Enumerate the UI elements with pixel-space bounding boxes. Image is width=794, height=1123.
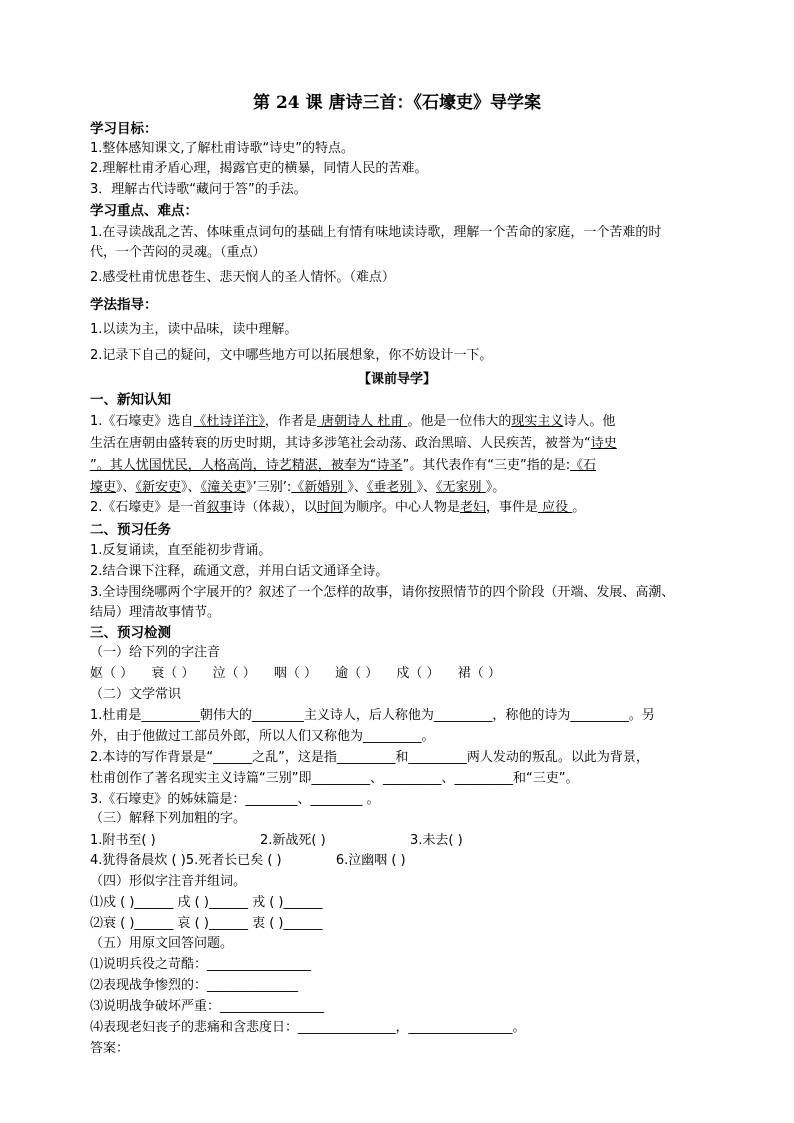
explain-item: 2.新战死( ) [260, 833, 326, 848]
page-title: 第 24 课 唐诗三首：《石壕吏》导学案 [253, 93, 541, 113]
knowledge-line-4: 壕吏》、《新安吏》、《潼关吏》’三别’:《新婚别 》、《垂老别 》、《无家别 》。 [90, 480, 506, 495]
key-item: 1.在寻读战乱之苦、体味重点词句的基础上有情有味地读诗歌，理解一个苦命的家庭，一个苦难的时 [90, 225, 662, 240]
task-item: 3.全诗围绕哪两个字展开的？叙述了一个怎样的故事，请你按照情节的四个阶段（开端、发展、高潮、 [90, 585, 675, 600]
key-heading: 学习重点、难点： [90, 203, 198, 219]
pinyin-item: 妪（ ） [90, 666, 134, 681]
task-item: 结局）理清故事情节。 [90, 605, 221, 620]
literature-line: 杜甫创作了著名现实主义诗篇“三别”即_________、_________、_________和“三吏”。 [90, 771, 579, 786]
pinyin-item: 戍（ ） [396, 666, 440, 681]
similar-subheading: （四）形似字注音并组词。 [90, 874, 247, 889]
key-item: 代，一个苦闷的灵魂。（重点） [90, 245, 266, 260]
answer-label: 答案： [90, 1041, 130, 1056]
explain-subheading: （三）解释下列加粗的字。 [90, 811, 247, 826]
similar-row: ⑵衰 ( )______ 哀 ( )______ 衷 ( )______ [90, 916, 323, 931]
key-item: 2.感受杜甫忧患苍生、悲天悯人的圣人情怀。（难点） [90, 270, 395, 285]
explain-item: 5.死者长已矣 ( ) [185, 853, 282, 868]
similar-row: ⑴戍 ( )______ 戌 ( )______ 戎 ( )______ [90, 895, 323, 910]
pinyin-row [90, 665, 515, 683]
explain-item: 4.犹得备晨炊 ( ) [90, 853, 186, 868]
literature-line: 3.《石壕吏》的姊妹篇是：________、________ 。 [90, 792, 380, 807]
pinyin-item: 裙（ ） [457, 666, 501, 681]
pinyin-item: 咽（ ） [273, 666, 317, 681]
qa-subheading: （五）用原文回答问题。 [90, 936, 234, 951]
method-item: 1.以读为主，读中品味，读中理解。 [90, 322, 298, 337]
goal-item: 1.整体感知课文,了解杜甫诗歌“诗史”的特点。 [90, 141, 355, 156]
qa-line: ⑵表现战争惨烈的：______________ [90, 978, 299, 993]
task-item: 2.结合课下注释，疏通文意，并用白话文通译全诗。 [90, 564, 389, 579]
pre-study-heading: 【课前导学】 [357, 372, 436, 387]
explain-item: 3.未去( ) [410, 833, 463, 848]
knowledge-line-1: 1.《石壕吏》选自《杜诗详注》，作者是 唐朝诗人 杜甫 。他是一位伟大的现实主义诗人。他 [90, 414, 616, 429]
explain-item: 6.泣幽咽 ( ) [335, 853, 406, 868]
goals-heading: 学习目标： [90, 121, 158, 137]
pinyin-item: 泣（ ） [212, 666, 256, 681]
knowledge-line-3: ”。其人忧国忧民，人格高尚，诗艺精湛，被奉为“诗圣”。其代表作有“三吏”指的是:《石 [90, 458, 597, 473]
qa-line: ⑶说明战争破坏严重：________________ [90, 999, 325, 1014]
literature-subheading: （二）文学常识 [90, 687, 182, 702]
section-1-heading: 一、新知认知 [90, 392, 171, 408]
knowledge-line-5: 2.《石壕吏》是一首叙事诗（体裁），以时间为顺序。中心人物是老妇，事件是 应役 。 [90, 500, 586, 515]
section-2-heading: 二、预习任务 [90, 522, 171, 538]
pinyin-item: 衰（ ） [151, 666, 195, 681]
explain-row-1 [90, 832, 463, 850]
qa-line: ⑷表现老妇丧子的悲痛和含悲度日：_______________，________________。 [90, 1020, 526, 1035]
explain-row-2 [90, 852, 406, 870]
qa-line: ⑴说明兵役之苛酷：________________ [90, 957, 312, 972]
method-item: 2.记录下自己的疑问，文中哪些地方可以拓展想象，你不妨设计一下。 [90, 348, 493, 363]
literature-line: 2.本诗的写作背景是“______之乱”，这是指_________和_________两人发动的叛乱。以此为背景， [90, 750, 649, 765]
goal-item: 3．理解古代诗歌“藏问于答”的手法。 [90, 182, 307, 197]
pinyin-subheading: （一）给下列的字注音 [90, 645, 221, 660]
pinyin-item: 逾（ ） [335, 666, 379, 681]
literature-line: 1.杜甫是_________朝伟大的________主义诗人，后人称他为_________，称他的诗为_________。另 [90, 708, 655, 723]
literature-line: 外，由于他做过工部员外郎，所以人们又称他为_________。 [90, 729, 435, 744]
goal-item: 2.理解杜甫矛盾心理，揭露官吏的横暴，同情人民的苦难。 [90, 161, 428, 176]
explain-item: 1.附书至( ) [90, 833, 156, 848]
section-3-heading: 三、预习检测 [90, 625, 171, 641]
task-item: 1.反复诵读，直至能初步背诵。 [90, 543, 272, 558]
method-heading: 学法指导： [90, 297, 158, 313]
knowledge-line-2: 生活在唐朝由盛转衰的历史时期，其诗多涉笔社会动荡、政治黑暗、人民疾苦，被誉为“诗史 [90, 436, 617, 451]
